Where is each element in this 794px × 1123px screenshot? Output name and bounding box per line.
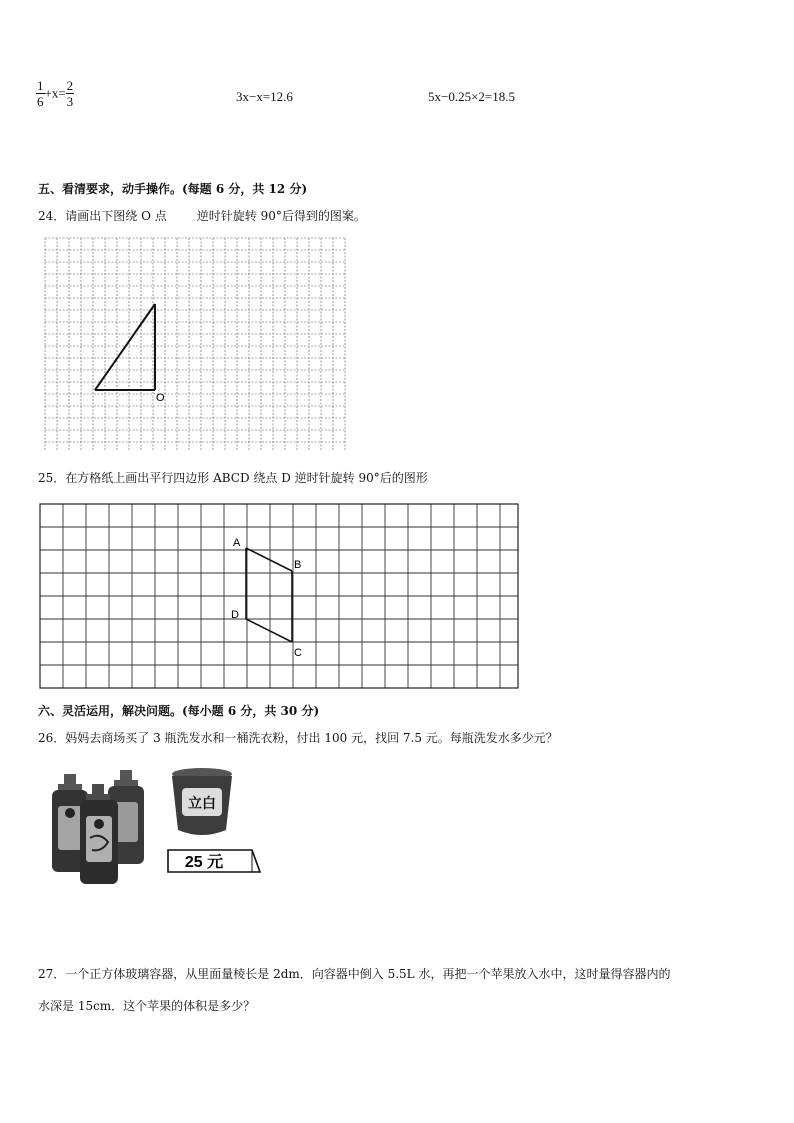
q26-illustration bbox=[44, 764, 264, 884]
fraction-two-thirds: $\frac{2}{3}$ bbox=[66, 78, 74, 109]
q24-triangle bbox=[95, 304, 155, 390]
q25-label-d: D bbox=[231, 609, 239, 621]
q24-text: 24．请画出下图绕 O 点 逆时针旋转 90°后得到的图案。 bbox=[38, 209, 366, 223]
q24-grid bbox=[45, 238, 345, 450]
q25-label-a: A bbox=[233, 537, 241, 549]
q25-label-c: C bbox=[294, 647, 302, 659]
equation-2: 3x−x=12.6 bbox=[236, 89, 293, 104]
q25-grid-figure bbox=[38, 502, 522, 692]
q26-text: 26．妈妈去商场买了 3 瓶洗发水和一桶洗衣粉，付出 100 元，找回 7.5 元。每瓶洗发水多少元？ bbox=[38, 731, 558, 745]
q24-point-o-label: O bbox=[156, 392, 165, 404]
q25-label-b: B bbox=[294, 559, 302, 571]
q27-text: 27．一个正方体玻璃容器，从里面量棱长是 2dm．向容器中倒入 5.5L 水，再把一个苹果放入水中，这时量得容器内的 水深是 15cm．这个苹果的体积是多少？ bbox=[38, 967, 671, 1013]
section-6-title: 六、灵活运用，解决问题。(每小题 6 分，共 30 分) bbox=[38, 704, 320, 718]
svg-text:立白: 立白 bbox=[188, 795, 216, 811]
fraction-one-sixth: $\frac{1}{6}$ bbox=[37, 78, 44, 109]
q25-text: 25．在方格纸上画出平行四边形 ABCD 绕点 D 逆时针旋转 90°后的图形 bbox=[38, 471, 428, 485]
section-5-title: 五、看清要求，动手操作。(每题 6 分，共 12 分) bbox=[38, 182, 308, 196]
equation-3: 5x−0.25×2=18.5 bbox=[428, 89, 515, 104]
q25-grid bbox=[40, 504, 518, 688]
q24-grid-figure bbox=[40, 234, 350, 456]
detergent-bucket-image bbox=[172, 768, 232, 835]
price-tag bbox=[168, 850, 260, 872]
shampoo-bottles-image bbox=[52, 770, 144, 884]
equation-1: $\frac{1}{6}$ +x= $\frac{2}{3}$ bbox=[37, 78, 74, 109]
price-tag-label: 25 元 bbox=[184, 854, 224, 871]
q25-parallelogram bbox=[246, 548, 292, 642]
